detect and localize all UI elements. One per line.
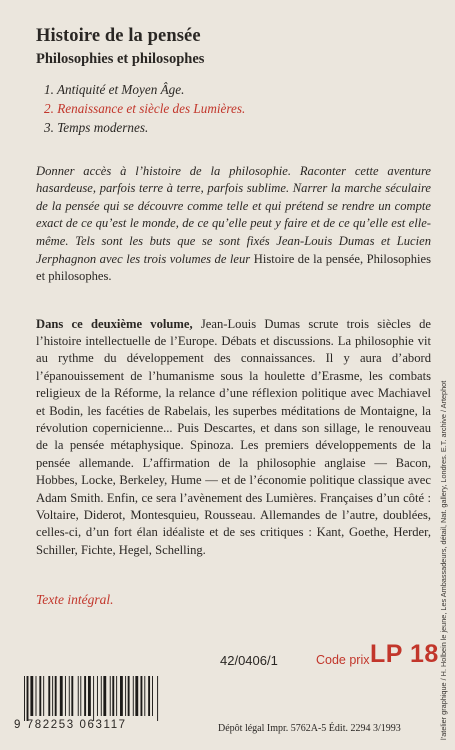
- texte-integral-label: Texte intégral.: [36, 592, 114, 607]
- intro-series-title: Histoire de la pensée, Philosophies et philosophes.: [36, 251, 432, 284]
- depot-legal: Dépôt légal Impr. 5762A-5 Édit. 2294 3/1993: [218, 723, 401, 734]
- barcode-digits: 9 782253 063117: [14, 719, 127, 731]
- intro-italic-text: Donner accès à l’histoire de la philosophie. Raconter cette aventure hasardeuse, parfois terre à terre, parfois sublime. Narrer la marche séculaire de la pensée qui se découvre comme telle et qui prétend se rendre un compte exact de ce qu’est le monde, de ce qu’elle peut y faire et de ce qu’elle est elle-même. Tels sont les buts que se sont fixés Jean-Louis Dumas et Lucien Jerphagnon avec les trois volumes de leur: [36, 163, 431, 266]
- description-paragraph: [36, 316, 431, 560]
- book-title: Histoire de la pensée: [36, 26, 201, 46]
- cover-credit: l’atelier graphique / H. Holbein le jeune, Les Ambassadeurs, détail, Nat. gallery, Londres. E.T. archive / Artephot: [439, 380, 448, 740]
- description-lead: Dans ce deuxième volume,: [36, 316, 193, 331]
- catalog-number: 42/0406/1: [220, 653, 278, 668]
- description-text: Jean-Louis Dumas scrute trois siècles de l’histoire intellectuelle de l’Europe. Débats et discussions. La philosophie vit au rythme du développement des connaissances. Il y aura d’abord l’épanouissement de l’humanisme sous la houlette d’Erasme, les combats religieux de la Réforme, la relance d’une réflexion politique avec Machiavel et Bodin, les facéties de Rabelais, les superbes méditations de Montaigne, la révolution copernicienne... Puis Descartes, et dans son sillage, le renouveau de la pensée métaphysique. Spinoza. Les premiers développements de la pensée allemande. L’affirmation de la philosophie anglaise — Bacon, Hobbes, Locke, Berkeley, Hume — et de l’économie politique classique avec Adam Smith. Enfin, ce sera l’avènement des Lumières. Françaises d’un côté : Voltaire, Diderot, Montesquieu, Rousseau. Allemandes de l’autre, doublées, celles-ci, d’un fort élan idéaliste et de ses critiques : Kant, Goethe, Herder, Schiller, Fichte, Hegel, Schelling.: [36, 316, 432, 557]
- code-prix-value: LP 18: [370, 640, 439, 668]
- isbn-barcode: [22, 676, 207, 721]
- volume-item: 1. Antiquité et Moyen Âge.: [44, 82, 185, 97]
- book-subtitle: Philosophies et philosophes: [36, 51, 205, 67]
- code-prix-label: Code prix: [316, 653, 370, 667]
- volume-item: 3. Temps modernes.: [44, 120, 149, 135]
- volume-list: [44, 80, 245, 137]
- intro-paragraph: [36, 163, 431, 286]
- volume-item-current: 2. Renaissance et siècle des Lumières.: [44, 101, 246, 116]
